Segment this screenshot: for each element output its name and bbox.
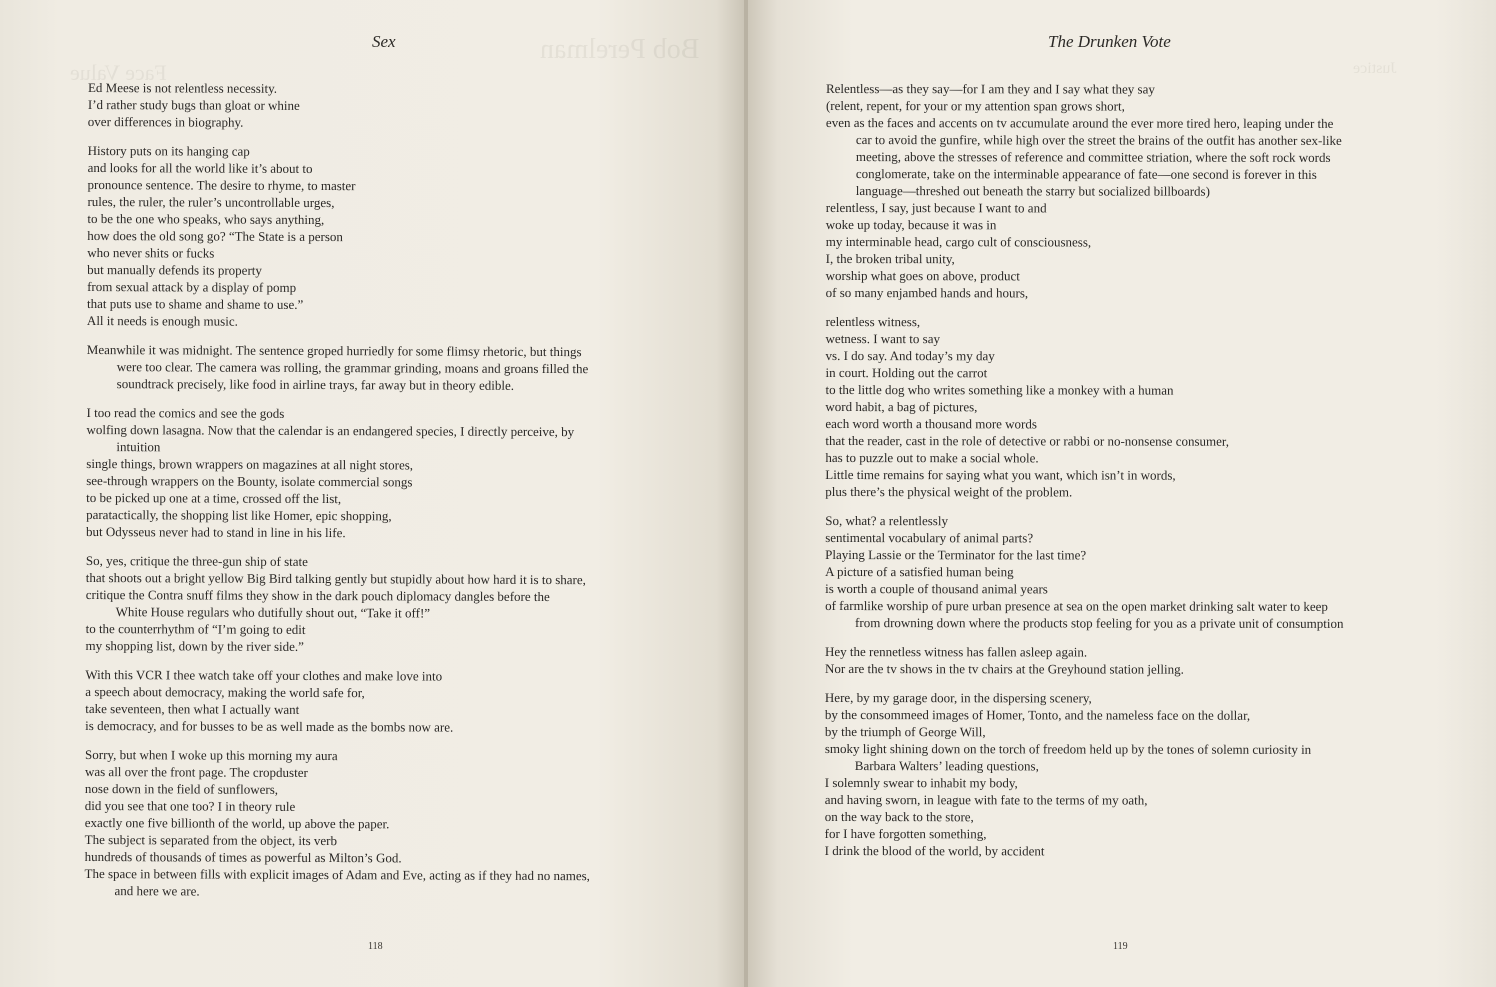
poem-line: I solemnly swear to inhabit my body, xyxy=(824,774,1018,791)
poem-line: paratactically, the shopping list like Homer, epic shopping, xyxy=(86,506,392,524)
poem-line: a speech about democracy, making the world safe for, xyxy=(85,683,365,701)
poem-line: So, yes, critique the three-gun ship of state xyxy=(85,552,308,569)
poem-line: but manually defends its property xyxy=(87,261,262,278)
poem-line: from drowning down where the products stop feeling for you as a private unit of consumption xyxy=(855,615,1344,631)
poem-line: relentless, I say, just because I want to and xyxy=(825,199,1047,216)
poem-line: (relent, repent, for your or my attention span grows short, xyxy=(825,97,1125,114)
poem-line: how does the old song go? “The State is a person xyxy=(87,227,343,245)
stanza xyxy=(87,341,593,394)
poem-line: that shoots out a bright yellow Big Bird talking gently but stupidly about how hard it is to share, xyxy=(85,569,586,588)
poem-line: With this VCR I thee watch take off your clothes and make love into xyxy=(85,666,443,684)
poem-line: Relentless—as they say—for I am they and I say what they say xyxy=(825,81,1155,97)
poem-line: has to puzzle out to make a social whole. xyxy=(825,449,1039,466)
poem-line: and having sworn, in league with fate to the terms of my oath, xyxy=(824,791,1148,808)
poem-line: by the triumph of George Will, xyxy=(824,723,986,740)
poem-line: Little time remains for saying what you want, which isn’t in words, xyxy=(825,466,1176,483)
page-number: 119 xyxy=(1113,941,1128,952)
poem-line: my shopping list, down by the river side.” xyxy=(85,637,305,654)
poem-line: car to avoid the gunfire, while high over the street the brains of the outfit has another sex-like xyxy=(855,132,1342,148)
poem-text xyxy=(825,80,1345,872)
poem-line: meeting, above the stresses of reference and committee striation, where the soft rock words xyxy=(855,149,1331,165)
poem-line: of so many enjambed hands and hours, xyxy=(825,284,1029,301)
poem-line: Playing Lassie or the Terminator for the last time? xyxy=(825,546,1087,563)
poem-line: by the consommeed images of Homer, Tonto, and the nameless face on the dollar, xyxy=(824,706,1251,723)
poem-line: nose down in the field of sunflowers, xyxy=(84,780,279,797)
poem-line: woke up today, because it was in xyxy=(825,216,997,233)
poem-line: conglomerate, take on the interminable appearance of fate—one second is forever in this xyxy=(855,166,1317,182)
poem-line: for I have forgotten something, xyxy=(824,825,987,842)
poem-line: I’d rather study bugs than gloat or whine xyxy=(87,96,300,113)
stanza xyxy=(825,689,1344,860)
poem-line: relentless witness, xyxy=(825,313,921,330)
right-page: Justice The Drunken Vote Relentless—as they say—for I am they and I say what they say (relent, repent, for your or my attention span grows short, even as the faces and accents on tv accumulate around the ever more tired hero, leaping under the car to avoid the gunfire, while high over the street the brains of the outfit has another sex-like meeting, above the stresses of reference and committee striation, where the soft rock words conglomerate, take on the interminable appearance of fate—one second is forever in this language—threshed out beneath the starry but socialized billboards) relentless, I say, just because I want to and woke up today, because it was in my interminable head, cargo cult of consciousness, I, the broken tribal unity, worship what goes on above, product of so many enjambed hands and hours, relentless witness, wetness. I want to say vs. I do say. And today’s my day in court. Holding out the carrot to the little dog who writes something like a monkey with a human word habit, a bag of pictures, each word worth a thousand more words that the reader, cast in the role of detective or rabbi or no-nonsense consumer, has to puzzle out to make a social whole. Little time remains for saying what you want, which isn’t in words, plus there’s the physical weight of the problem. So, what? a relentlessly sentimental vocabulary of animal parts? Playing Lassie or the Terminator for the last time? A picture of a satisfied human being is worth a couple of thousand animal years of farmlike worship of pure urban presence at sea on the open market drinking salt water to keep from drowning down where the products stop feeling for you as a private unit of consumption Hey the rennetless witness has fallen asleep again. Nor are the tv shows in the tv chairs at the Greyhound station jelling. Here, by my garage door, in the dispersing scenery, by the consommeed images of Homer, Tonto, and the nameless face on the dollar, by the triumph of George Will, smoky light shining down on the torch of freedom held up by the tones of solemn curiosity in Barbara Walters’ leading questions, I solemnly swear to inhabit my body, and having sworn, in league with fate to the terms of my oath, on the way back to the store, for I have forgotten something, I drink the blood of the world, by accident 119 xyxy=(748,0,1496,987)
poem-line: of farmlike worship of pure urban presence at sea on the open market drinking salt water to keep xyxy=(825,597,1328,614)
poem-line: The subject is separated from the object, its verb xyxy=(84,831,338,849)
poem-line: to be picked up one at a time, crossed off the list, xyxy=(86,489,342,507)
poem-line: on the way back to the store, xyxy=(824,808,974,825)
poem-line: were too clear. The camera was rolling, the grammar grinding, moans and groans filled the xyxy=(116,359,589,377)
poem-line: each word worth a thousand more words xyxy=(825,415,1037,432)
poem-line: Ed Meese is not relentless necessity. xyxy=(87,79,278,96)
running-head: Sex xyxy=(372,32,396,51)
poem-line: I too read the comics and see the gods xyxy=(86,404,285,421)
poem-line: critique the Contra snuff films they show in the dark pouch diplomacy dangles before the xyxy=(85,586,550,605)
stanza xyxy=(88,79,594,132)
poem-line: who never shits or fucks xyxy=(87,244,215,261)
page-number: 118 xyxy=(368,941,383,952)
poem-line: is democracy, and for busses to be as well made as the bombs now are. xyxy=(85,717,454,735)
poem-line: word habit, a bag of pictures, xyxy=(825,398,978,415)
poem-line: Meanwhile it was midnight. The sentence groped hurriedly for some flimsy rhetoric, but things xyxy=(86,341,582,360)
poem-line: So, what? a relentlessly xyxy=(825,512,948,529)
poem-line: pronounce sentence. The desire to rhyme, to master xyxy=(87,176,356,194)
poem-line: A picture of a satisfied human being xyxy=(825,563,1014,580)
poem-line: that puts use to shame and shame to use.” xyxy=(86,295,304,312)
poem-line: from sexual attack by a display of pomp xyxy=(87,278,297,295)
poem-line: The space in between fills with explicit images of Adam and Eve, acting as if they had no names, xyxy=(84,865,590,884)
poem-line: intuition xyxy=(116,439,161,455)
poem-line: smoky light shining down on the torch of freedom held up by the tones of solemn curiosity in xyxy=(824,740,1312,757)
poem-line: even as the faces and accents on tv accumulate around the ever more tired hero, leaping under the xyxy=(825,114,1334,131)
poem-line: and here we are. xyxy=(114,883,200,899)
poem-line: worship what goes on above, product xyxy=(825,267,1020,284)
poem-line: I, the broken tribal unity, xyxy=(825,250,955,267)
left-page: Bob Perelman Face Value Sex Ed Meese is not relentless necessity. I’d rather study bugs than gloat or whine over differences in biography. History puts on its hanging cap and looks for all the world like it’s about to pronounce sentence. The desire to rhyme, to master rules, the ruler, the ruler’s uncontrollable urges, to be the one who speaks, who says anything, how does the old song go? “The State is a person who never shits or fucks but manually defends its property from sexual attack by a display of pomp that puts use to shame and shame to use.” All it needs is enough music. Meanwhile it was midnight. The sentence groped hurriedly for some flimsy rhetoric, but things were too clear. The camera was rolling, the grammar grinding, moans and groans filled the soundtrack precisely, like food in airline trays, far away but in theory edible. I too read the comics and see the gods wolfing down lasagna. Now that the calendar is an endangered species, I directly perceive, by intuition single things, brown wrappers on magazines at all night stores, see-through wrappers on the Bounty, isolate commercial songs to be picked up one at a time, crossed off the list, paratactically, the shopping list like Homer, epic shopping, but Odysseus never had to stand in line in his life. So, yes, critique the three-gun ship of state that shoots out a bright yellow Big Bird talking gently but stupidly about how hard it is to share, critique the Contra snuff films they show in the dark pouch diplomacy dangles before the White House regulars who dutifully shout out, “Take it off!” to the counterrhythm of “I’m going to edit my shopping list, down by the river side.” With this VCR I thee watch take off your clothes and make love into a speech about democracy, making the world safe for, take seventeen, then what I actually want is democracy, and for busses to be as well made as the bombs now are. Sorry, but when I woke up this morning my aura was all over the front page. The cropduster nose down in the field of sunflowers, did you see that one too? I in theory rule exactly one five billionth of the world, up above the paper. The subject is separated from the object, its verb hundreds of thousands of times as powerful as Milton’s God. The space in between fills with explicit images of Adam and Eve, acting as if they had no names, and here we are. 118 xyxy=(0,0,746,987)
running-head: The Drunken Vote xyxy=(1048,32,1171,51)
poem-line: rules, the ruler, the ruler’s uncontrollable urges, xyxy=(87,193,335,211)
poem-line: All it needs is enough music. xyxy=(86,312,238,329)
poem-line: to be the one who speaks, who says anything, xyxy=(87,210,325,228)
poem-line: language—threshed out beneath the starry but socialized billboards) xyxy=(855,183,1210,199)
poem-line: and looks for all the world like it’s about to xyxy=(87,159,313,176)
poem-line: single things, brown wrappers on magazines at all night stores, xyxy=(86,455,414,473)
poem-line: History puts on its hanging cap xyxy=(87,142,250,159)
stanza xyxy=(87,142,593,331)
poem-line: soundtrack precisely, like food in airline trays, far away but in theory edible. xyxy=(116,376,515,393)
stanza xyxy=(825,512,1344,632)
poem-line: take seventeen, then what I actually want xyxy=(85,700,300,717)
stanza xyxy=(85,666,591,736)
stanza xyxy=(84,746,590,901)
poem-line: sentimental vocabulary of animal parts? xyxy=(825,529,1034,546)
stanza xyxy=(85,552,591,656)
poem-line: but Odysseus never had to stand in line in his life. xyxy=(85,523,346,541)
poem-line: that the reader, cast in the role of detective or rabbi or no-nonsense consumer, xyxy=(825,432,1229,449)
poem-line: plus there’s the physical weight of the problem. xyxy=(825,483,1073,500)
poem-line: wetness. I want to say xyxy=(825,330,941,347)
stanza xyxy=(825,313,1344,501)
poem-line: over differences in biography. xyxy=(87,113,244,130)
poem-line: Sorry, but when I woke up this morning my aura xyxy=(85,746,338,764)
poem-line: Nor are the tv shows in the tv chairs at the Greyhound station jelling. xyxy=(824,660,1184,677)
poem-line: see-through wrappers on the Bounty, isolate commercial songs xyxy=(86,472,413,490)
poem-line: did you see that one too? I in theory rule xyxy=(84,797,296,814)
poem-line: White House regulars who dutifully shout out, “Take it off!” xyxy=(115,604,431,621)
poem-line: to the counterrhythm of “I’m going to edit xyxy=(85,620,306,637)
stanza xyxy=(825,643,1344,678)
stanza xyxy=(826,80,1345,302)
poem-line: I drink the blood of the world, by accident xyxy=(824,842,1045,859)
stanza xyxy=(86,404,592,542)
poem-line: vs. I do say. And today’s my day xyxy=(825,347,995,364)
poem-line: to the little dog who writes something like a monkey with a human xyxy=(825,381,1174,398)
poem-line: Here, by my garage door, in the dispersing scenery, xyxy=(824,689,1092,706)
poem-text xyxy=(84,79,593,913)
poem-line: my interminable head, cargo cult of consciousness, xyxy=(825,233,1092,250)
poem-line: was all over the front page. The cropduster xyxy=(84,763,308,780)
poem-line: in court. Holding out the carrot xyxy=(825,364,988,381)
poem-line: wolfing down lasagna. Now that the calendar is an endangered species, I directly perceive, by xyxy=(86,421,575,440)
poem-line: Barbara Walters’ leading questions, xyxy=(854,758,1039,774)
poem-line: is worth a couple of thousand animal years xyxy=(825,580,1048,597)
poem-line: hundreds of thousands of times as powerful as Milton’s God. xyxy=(84,848,402,866)
poem-line: exactly one five billionth of the world, up above the paper. xyxy=(84,814,390,832)
poem-line: Hey the rennetless witness has fallen asleep again. xyxy=(824,643,1088,660)
